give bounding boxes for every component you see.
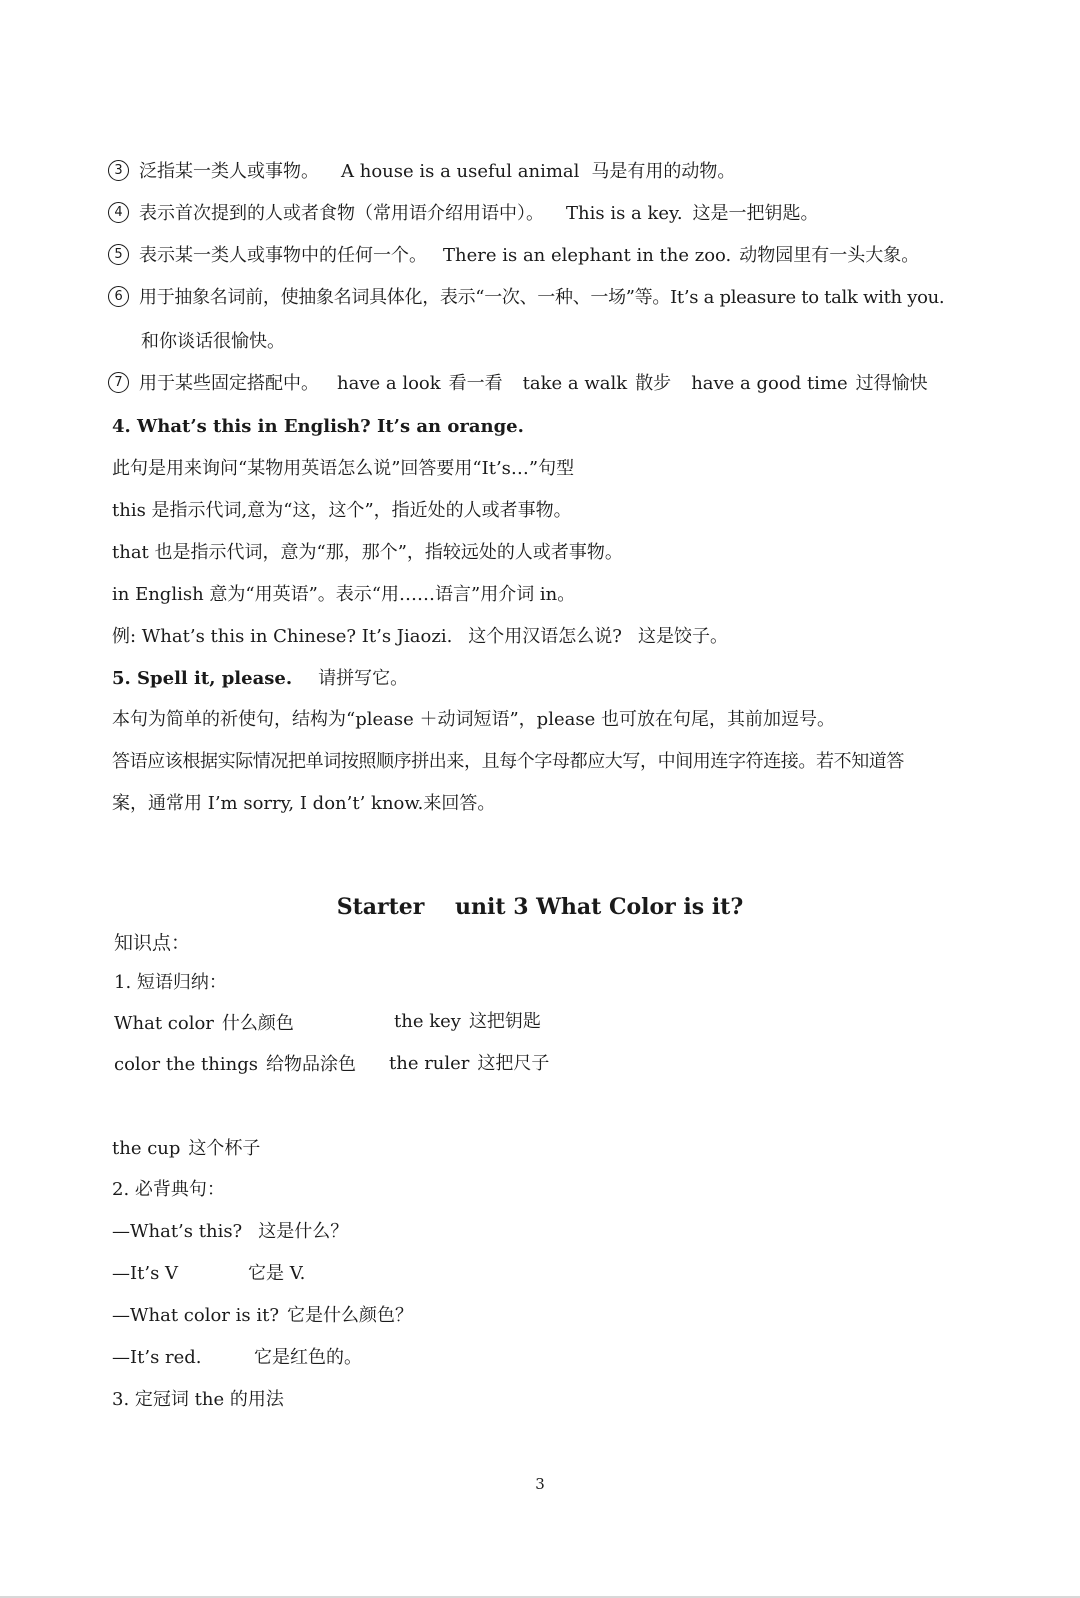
dialog-line: —What color is it? 它是什么颜色？ — [112, 1305, 413, 1326]
section1-heading: 1. 短语归纳： — [114, 972, 227, 993]
knowledge-label: 知识点： — [114, 932, 191, 954]
usage-item-5: 5 表示某一类人或事物中的任何一个。 There is an elephant in the zoo. 动物园里有一头大象。 — [108, 244, 919, 268]
dialog-line: —It’s red. 它是红色的。 — [112, 1347, 362, 1368]
usage-item-3: 3 泛指某一类人或事物。 A house is a useful animal 马是有用的动物。 — [108, 160, 735, 184]
point4-example: 例: What’s this in Chinese? It’s Jiaozi. 这个用汉语怎么说? 这是饺子。 — [112, 626, 728, 647]
point5-heading: 5. Spell it, please. 请拼写它。 — [112, 668, 409, 689]
phrase-item: the ruler 这把尺子 — [389, 1053, 550, 1074]
dialog-line: —It’s V 它是 V. — [112, 1263, 306, 1284]
circled-number-icon: 3 — [108, 160, 129, 181]
point4-heading: 4. What’s this in English? It’s an orange. — [112, 416, 524, 437]
point4-line: that 也是指示代词，意为“那，那个”，指较远处的人或者事物。 — [112, 542, 623, 563]
usage-item-4: 4 表示首次提到的人或者食物（常用语介绍用语中）。 This is a key. 这是一把钥匙。 — [108, 202, 819, 226]
point4-line: 此句是用来询问“某物用英语怎么说”回答要用“It’s…”句型 — [112, 458, 575, 479]
usage-item-6: 6 用于抽象名词前，使抽象名词具体化，表示“一次、一种、一场”等。It’s a pleasure to talk with you. — [108, 286, 944, 310]
point5-line: 答语应该根据实际情况把单词按照顺序拼出来，且每个字母都应大写，中间用连字符连接。若不知道答 — [112, 751, 904, 772]
phrase-item: What color 什么颜色 — [114, 1013, 294, 1034]
phrase-item: the cup 这个杯子 — [112, 1138, 261, 1159]
page-number: 3 — [535, 1475, 545, 1493]
section3-heading: 3. 定冠词 the 的用法 — [112, 1389, 284, 1410]
usage-item-6-translation: 和你谈话很愉快。 — [141, 331, 285, 352]
point5-line: 本句为简单的祈使句，结构为“please ＋动词短语”，please 也可放在句尾，其前加逗号。 — [112, 709, 835, 730]
usage-item-7: 7 用于某些固定搭配中。 have a look 看一看 take a walk 散步 have a good time 过得愉快 — [108, 372, 928, 396]
phrase-item: color the things 给物品涂色 — [114, 1054, 356, 1075]
unit-title: Starter unit 3 What Color is it? — [336, 894, 744, 920]
dialog-line: —What’s this? 这是什么？ — [112, 1221, 349, 1242]
section2-heading: 2. 必背典句： — [112, 1179, 225, 1200]
circled-number-icon: 7 — [108, 372, 129, 393]
point4-line: in English 意为“用英语”。表示“用……语言”用介词 in。 — [112, 584, 576, 605]
phrase-item: the key 这把钥匙 — [394, 1011, 541, 1032]
point4-line: this 是指示代词,意为“这，这个”，指近处的人或者事物。 — [112, 500, 572, 521]
point5-line: 案，通常用 I’m sorry, I don’t’ know.来回答。 — [112, 793, 496, 814]
circled-number-icon: 4 — [108, 202, 129, 223]
circled-number-icon: 6 — [108, 286, 129, 307]
circled-number-icon: 5 — [108, 244, 129, 265]
